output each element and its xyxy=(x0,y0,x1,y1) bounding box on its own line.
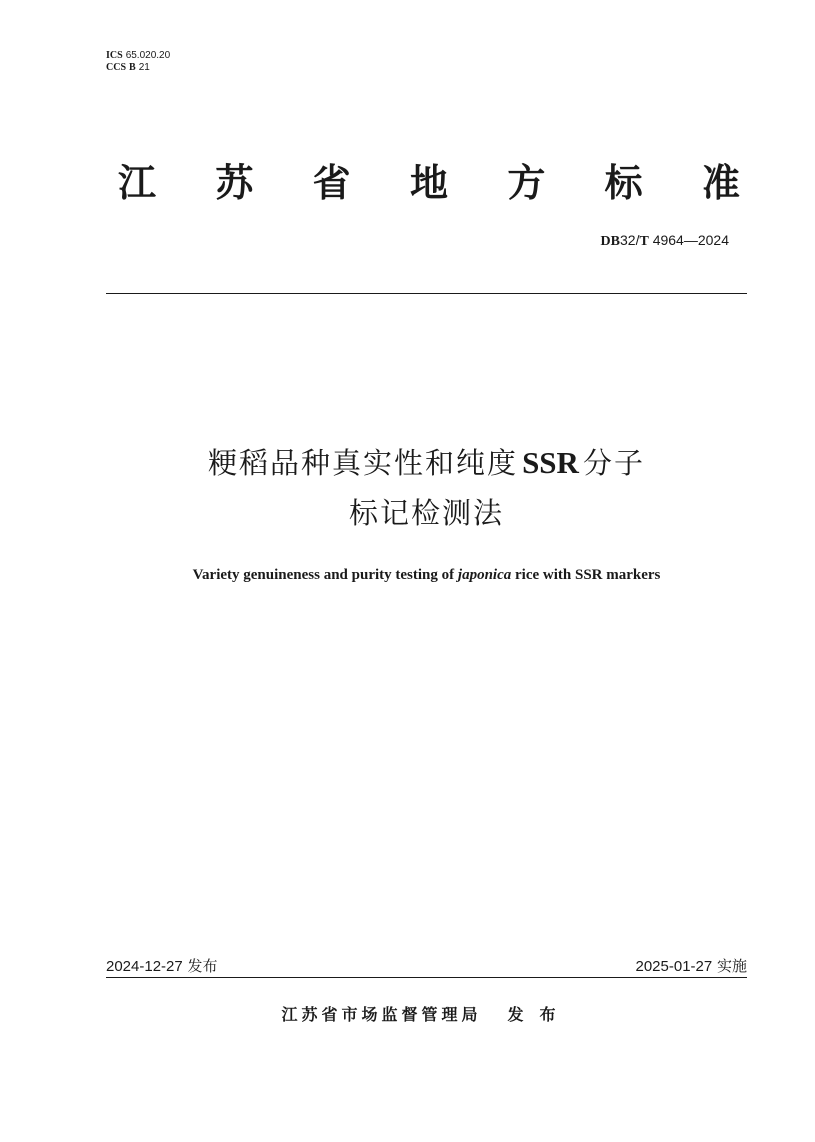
implement-date-value: 2025-01-27 xyxy=(635,958,713,975)
english-title-part: Variety genuineness and purity testing of xyxy=(192,567,458,583)
document-title-line2: 标记检测法 xyxy=(348,496,504,530)
standard-title-char: 江 xyxy=(118,161,157,205)
standard-number xyxy=(601,231,729,251)
standard-title-char: 方 xyxy=(507,161,546,205)
issuer-organization: 江苏省市场监督管理局 xyxy=(281,1005,482,1024)
standard-number-prefix: DB xyxy=(600,234,620,249)
bottom-divider xyxy=(106,977,747,978)
ics-line xyxy=(106,50,170,62)
document-title-line1 xyxy=(106,443,747,483)
top-divider xyxy=(106,293,747,294)
standard-number-rest: 4964—2024 xyxy=(648,232,729,248)
standard-number-t: T xyxy=(639,234,649,249)
document-title-ssr: SSR xyxy=(522,445,579,480)
publish-date xyxy=(106,957,218,976)
standard-title-char: 省 xyxy=(312,161,351,205)
standard-title-char: 标 xyxy=(604,161,643,205)
english-title-part: rice with SSR markers xyxy=(511,567,661,583)
document-title-part: 粳稻品种真实性和纯度 xyxy=(208,446,519,480)
publish-date-value: 2024-12-27 xyxy=(106,958,183,975)
standard-title-char: 地 xyxy=(409,161,448,205)
standard-title-char: 苏 xyxy=(215,161,254,205)
ccs-line xyxy=(106,62,170,74)
standard-title-char: 准 xyxy=(701,161,740,205)
ccs-label: CCS xyxy=(106,62,127,73)
standard-number-mid: 32/ xyxy=(620,232,640,248)
implement-date xyxy=(635,957,747,976)
ics-value: 65.020.20 xyxy=(125,50,171,61)
ccs-value: 21 xyxy=(138,62,150,73)
implement-date-label: 实施 xyxy=(712,957,747,975)
classification-codes xyxy=(106,50,170,74)
english-title-italic: japonica xyxy=(457,567,512,583)
issuer xyxy=(106,1005,747,1025)
ccs-code: B xyxy=(129,62,136,73)
issuer-action: 发布 xyxy=(507,1005,572,1024)
document-title-part: 分子 xyxy=(582,446,645,480)
english-title xyxy=(106,565,747,585)
ics-label: ICS xyxy=(106,50,123,61)
publish-date-label: 发布 xyxy=(182,957,218,975)
standard-title xyxy=(118,160,740,206)
